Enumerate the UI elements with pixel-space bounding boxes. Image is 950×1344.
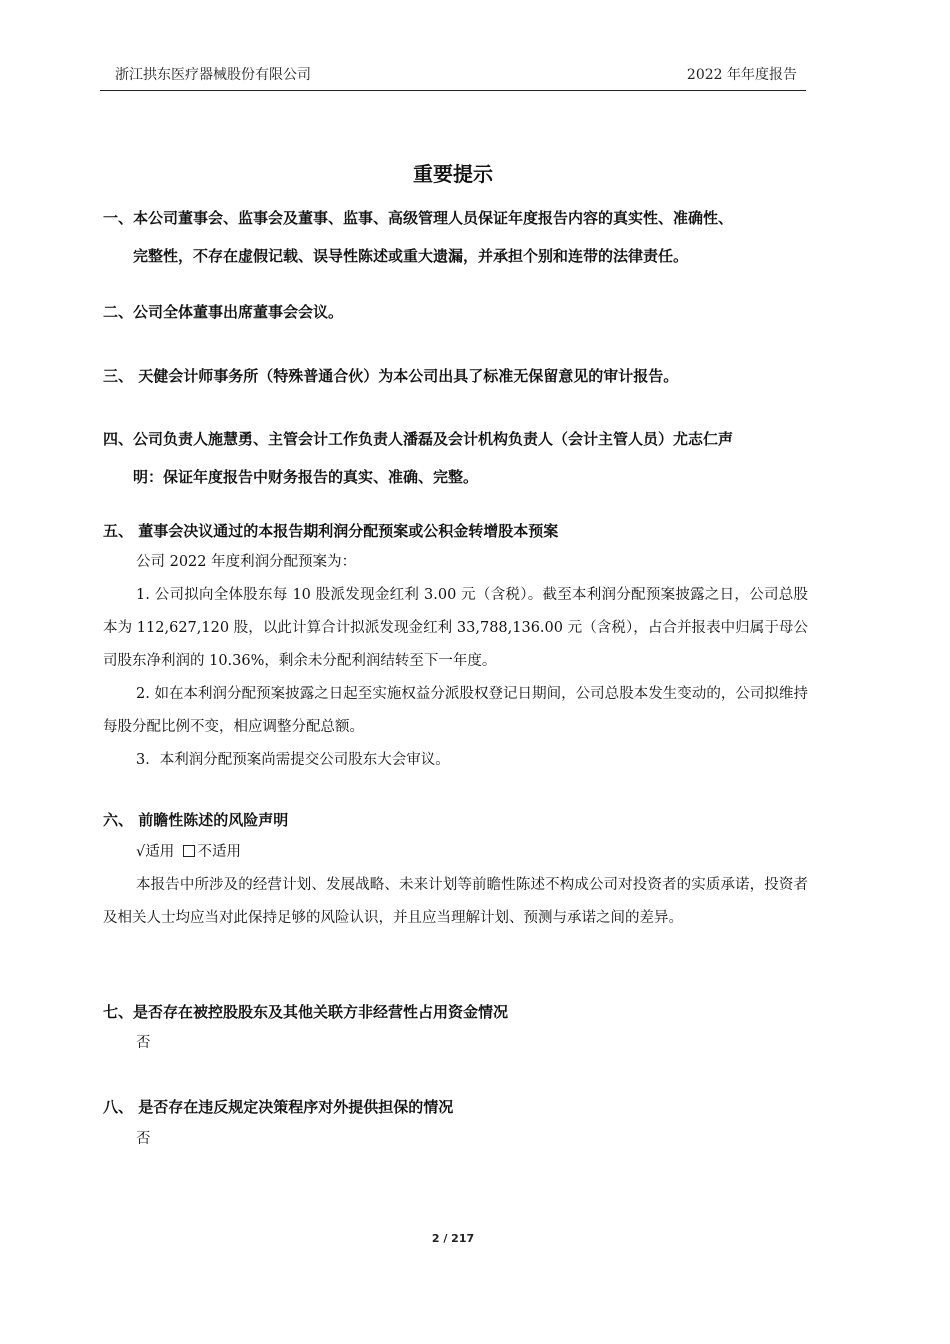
page-number: 2 / 217 — [431, 1232, 475, 1245]
item-4-line-2: 明：保证年度报告中财务报告的真实、准确、完整。 — [133, 468, 479, 486]
item-5-intro: 公司 2022 年度利润分配预案为： — [136, 554, 357, 570]
item-4 — [103, 429, 813, 487]
item-8-heading: 八、 是否存在违反规定决策程序对外提供担保的情况 — [103, 1098, 454, 1116]
header-company-name: 浙江拱东医疗器械股份有限公司 — [115, 67, 311, 83]
item-1-line-1: 一、本公司董事会、监事会及董事、监事、高级管理人员保证年度报告内容的真实性、准确性、 — [103, 209, 734, 227]
item-5-heading: 五、 董事会决议通过的本报告期利润分配预案或公积金转增股本预案 — [103, 522, 559, 540]
header-report-title: 2022 年年度报告 — [686, 67, 797, 83]
item-1-line-2: 完整性，不存在虚假记载、误导性陈述或重大遗漏，并承担个别和连带的法律责任。 — [133, 247, 689, 265]
item-6-heading: 六、 前瞻性陈述的风险声明 — [103, 811, 289, 829]
item-1 — [103, 208, 813, 266]
header-divider — [100, 90, 806, 91]
item-5-paragraph-3: 3．本利润分配预案尚需提交公司股东大会审议。 — [136, 752, 450, 768]
applicable-option: √适用 — [136, 844, 175, 860]
applicability-row — [136, 836, 841, 869]
item-7-answer: 否 — [136, 1035, 151, 1051]
page-title: 重要提示 — [413, 162, 493, 186]
unchecked-box-icon — [183, 845, 195, 857]
item-4-line-1: 四、公司负责人施慧勇、主管会计工作负责人潘磊及会计机构负责人（会计主管人员）尤志仁声 — [103, 430, 734, 448]
item-6-paragraph: 本报告中所涉及的经营计划、发展战略、未来计划等前瞻性陈述不构成公司对投资者的实质承诺，投资者及相关人士均应当对此保持足够的风险认识，并且应当理解计划、预测与承诺之间的差异。 — [103, 877, 808, 926]
item-8-answer: 否 — [136, 1131, 151, 1147]
item-5-paragraph-1: 1. 公司拟向全体股东每 10 股派发现金红利 3.00 元（含税）。截至本利润分配预案披露之日，公司总股本为 112,627,120 股，以此计算合计拟派发现金红利 33,788,136.00 元（含税），占合并报表中归属于母公司股东净利润的 10.36%，剩余未分配利润结转至下一年度。 — [103, 587, 808, 669]
item-2: 二、公司全体董事出席董事会会议。 — [103, 303, 344, 321]
item-3: 三、 天健会计师事务所（特殊普通合伙）为本公司出具了标准无保留意见的审计报告。 — [103, 367, 679, 385]
item-5-paragraph-2: 2. 如在本利润分配预案披露之日起至实施权益分派股权登记日期间，公司总股本发生变动的，公司拟维持每股分配比例不变，相应调整分配总额。 — [103, 686, 808, 735]
not-applicable-option: 不适用 — [197, 844, 241, 860]
item-7-heading: 七、是否存在被控股股东及其他关联方非经营性占用资金情况 — [103, 1003, 509, 1021]
